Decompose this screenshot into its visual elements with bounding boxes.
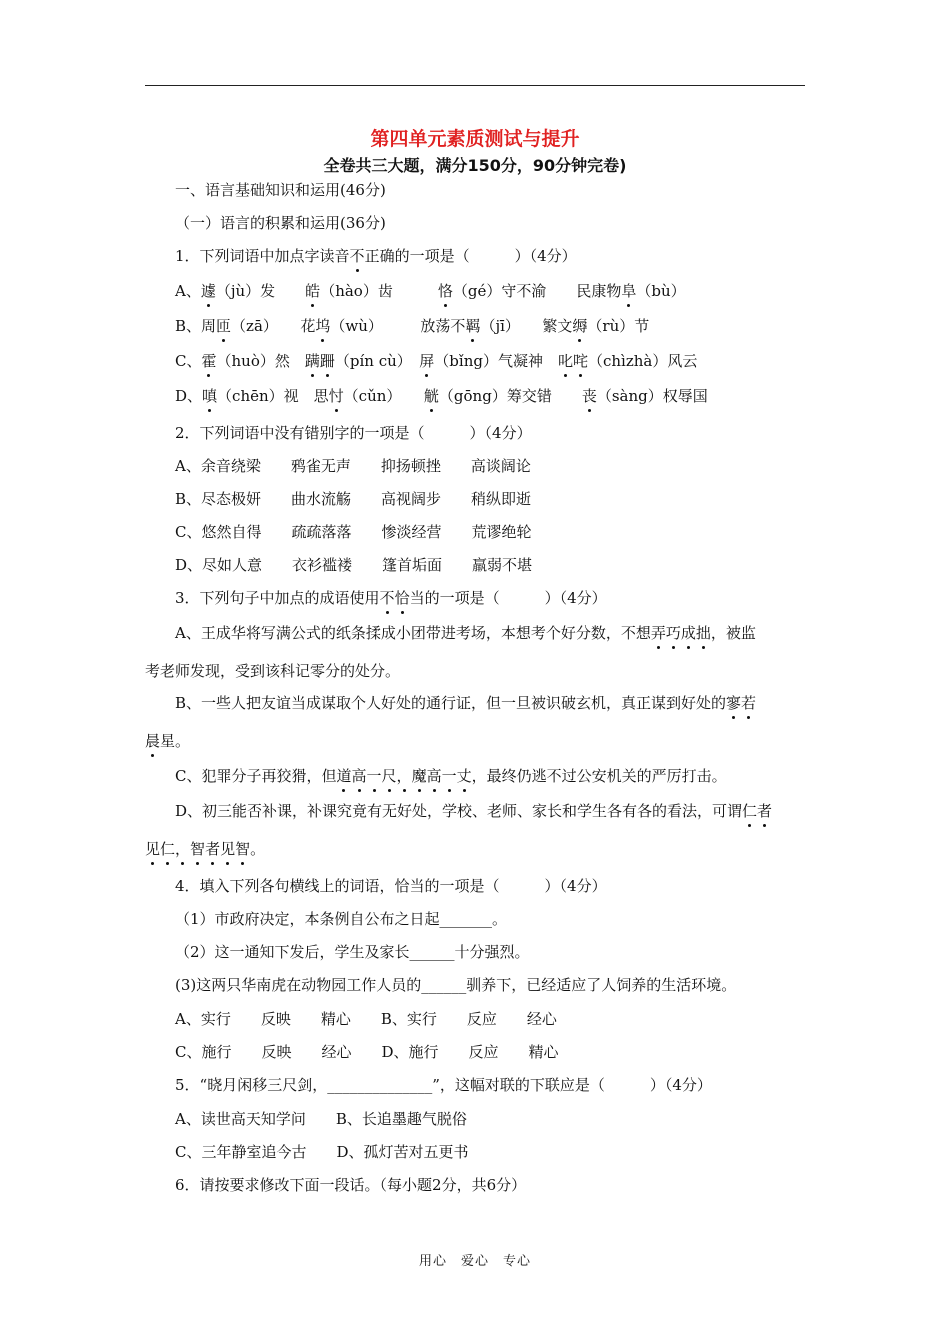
dotted-emphasis: 羁 bbox=[465, 317, 481, 335]
text-run: 。 bbox=[250, 840, 266, 858]
text-line: 6．请按要求修改下面一段话。（每小题2分，共6分） bbox=[175, 1176, 527, 1194]
text-run: C、 bbox=[175, 352, 202, 370]
text-run: D、初三能否补课，补课究竟有无好处，学校、老师、家长和学生各有各的看法，可谓 bbox=[175, 802, 743, 820]
text-run: （jī） 繁文 bbox=[480, 317, 573, 335]
dotted-emphasis: 觥 bbox=[423, 387, 439, 405]
text-line bbox=[175, 801, 772, 821]
text-run: （jù）发 bbox=[215, 282, 306, 300]
dotted-emphasis: 丧 bbox=[581, 387, 597, 405]
dotted-emphasis: 缛 bbox=[572, 317, 588, 335]
text-run: ，最终仍逃不过公安机关的严厉打击。 bbox=[471, 767, 727, 785]
text-line: （2）这一通知下发后，学生及家长______十分强烈。 bbox=[175, 943, 530, 961]
text-run: 3．下列句子中加点的成语使用 bbox=[175, 589, 380, 607]
text-run: C、犯罪分子再狡猾，但 bbox=[175, 767, 337, 785]
text-run: （cǔn） bbox=[343, 387, 424, 405]
text-line bbox=[175, 316, 649, 336]
dotted-emphasis: 嗔 bbox=[202, 387, 218, 405]
text-run: 正确的一项是（ ）（4分） bbox=[364, 247, 577, 265]
text-run: ，被监 bbox=[710, 624, 756, 642]
text-run: （gé）守不渝 民康物 bbox=[452, 282, 622, 300]
text-run: B、周 bbox=[175, 317, 217, 335]
text-line bbox=[175, 766, 727, 786]
text-line bbox=[145, 839, 265, 859]
text-line bbox=[175, 281, 686, 301]
text-line: B、尽态极妍 曲水流觞 高视阔步 稍纵即逝 bbox=[175, 490, 532, 508]
dotted-emphasis: 寥若 bbox=[726, 694, 757, 712]
dotted-emphasis: 遽 bbox=[200, 282, 216, 300]
text-line bbox=[145, 731, 190, 751]
text-line: A、实行 反映 精心 B、实行 反应 经心 bbox=[175, 1010, 557, 1028]
text-run: （huò）然 bbox=[216, 352, 305, 370]
text-run: （bù） bbox=[636, 282, 686, 300]
text-run: （bǐng）气凝神 bbox=[434, 352, 558, 370]
text-run: （zā） 花 bbox=[231, 317, 316, 335]
dotted-emphasis: 霍 bbox=[201, 352, 217, 370]
page-footer: 用心 爱心 专心 bbox=[418, 1254, 531, 1269]
text-line bbox=[175, 588, 607, 608]
text-line: D、尽如人意 衣衫褴褛 篷首垢面 羸弱不堪 bbox=[175, 556, 533, 574]
dotted-emphasis: 皓 bbox=[305, 282, 321, 300]
text-run: D、 bbox=[175, 387, 203, 405]
text-run: （sàng）权辱国 bbox=[596, 387, 708, 405]
dotted-emphasis: 弄巧成拙 bbox=[650, 624, 711, 642]
text-run: A、王成华将写满公式的纸条揉成小团带进考场，本想考个好分数，不想 bbox=[175, 624, 651, 642]
text-line: C、三年静室追今古 D、孤灯苦对五更书 bbox=[175, 1143, 469, 1161]
dotted-emphasis: 不 bbox=[349, 247, 365, 265]
dotted-emphasis: 叱咤 bbox=[557, 352, 588, 370]
text-line: C、施行 反映 经心 D、施行 反应 精心 bbox=[175, 1043, 559, 1061]
dotted-emphasis: 坞 bbox=[315, 317, 331, 335]
text-run: 星。 bbox=[160, 732, 191, 750]
text-line bbox=[175, 623, 756, 643]
text-run: 2．下列词语中没有错别字的一项是（ ）（4分） bbox=[175, 424, 532, 442]
text-line: A、余音绕梁 鸦雀无声 抑扬顿挫 高谈阔论 bbox=[175, 457, 531, 475]
text-line bbox=[175, 246, 577, 266]
text-run: （gōng）筹交错 bbox=[438, 387, 582, 405]
dotted-emphasis: 道高一尺，魔高一丈 bbox=[336, 767, 472, 785]
text-line: A、读世高天知学问 B、长追墨趣气脱俗 bbox=[175, 1110, 467, 1128]
dotted-emphasis: 蹒跚 bbox=[304, 352, 335, 370]
text-line bbox=[175, 386, 708, 406]
text-line: 4．填入下列各句横线上的词语，恰当的一项是（ ）（4分） bbox=[175, 877, 607, 895]
text-run: A、 bbox=[175, 282, 201, 300]
dotted-emphasis: 晨 bbox=[145, 732, 161, 750]
text-run: B、一些人把友谊当成谋取个人好处的通行证，但一旦被识破玄机，真正谋到好处的 bbox=[175, 694, 727, 712]
page-subtitle: 全卷共三大题，满分150分，90分钟完卷) bbox=[323, 156, 627, 175]
text-line: 一、语言基础知识和运用(46分) bbox=[175, 181, 386, 199]
text-line bbox=[175, 693, 756, 713]
dotted-emphasis: 不恰 bbox=[379, 589, 410, 607]
text-line: 5．“晓月闲移三尺剑，______________”，这幅对联的下联应是（ ）（4分） bbox=[175, 1076, 712, 1094]
dotted-emphasis: 阜 bbox=[621, 282, 637, 300]
text-run: （chìzhà）风云 bbox=[588, 352, 698, 370]
dotted-emphasis: 恪 bbox=[437, 282, 453, 300]
text-line: C、悠然自得 疏疏落落 惨淡经营 荒谬绝轮 bbox=[175, 523, 532, 541]
dotted-emphasis: 仁者 bbox=[742, 802, 773, 820]
header-rule bbox=[145, 85, 805, 86]
dotted-emphasis: 见仁，智者见智 bbox=[145, 840, 251, 858]
text-line: （1）市政府决定，本条例自公布之日起_______。 bbox=[175, 910, 508, 928]
text-line: 考老师发现，受到该科记零分的处分。 bbox=[145, 662, 401, 680]
page-title: 第四单元素质测试与提升 bbox=[370, 128, 580, 150]
text-line: (3)这两只华南虎在动物园工作人员的______驯养下，已经适应了人饲养的生活环境。 bbox=[175, 976, 737, 994]
text-run: 当的一项是（ ）（4分） bbox=[409, 589, 607, 607]
dotted-emphasis: 屏 bbox=[419, 352, 435, 370]
text-run: （hào）齿 bbox=[320, 282, 438, 300]
text-line: （一）语言的积累和运用(36分) bbox=[175, 214, 386, 232]
dotted-emphasis: 忖 bbox=[328, 387, 344, 405]
dotted-emphasis: 匝 bbox=[216, 317, 232, 335]
text-run: 1．下列词语中加点字读音 bbox=[175, 247, 350, 265]
text-run: （pín cù） bbox=[334, 352, 420, 370]
text-line bbox=[175, 351, 697, 371]
text-run: （chēn）视 思 bbox=[217, 387, 329, 405]
text-run: （rù）节 bbox=[587, 317, 650, 335]
text-run: （wù） 放荡不 bbox=[330, 317, 466, 335]
text-line bbox=[175, 423, 532, 443]
